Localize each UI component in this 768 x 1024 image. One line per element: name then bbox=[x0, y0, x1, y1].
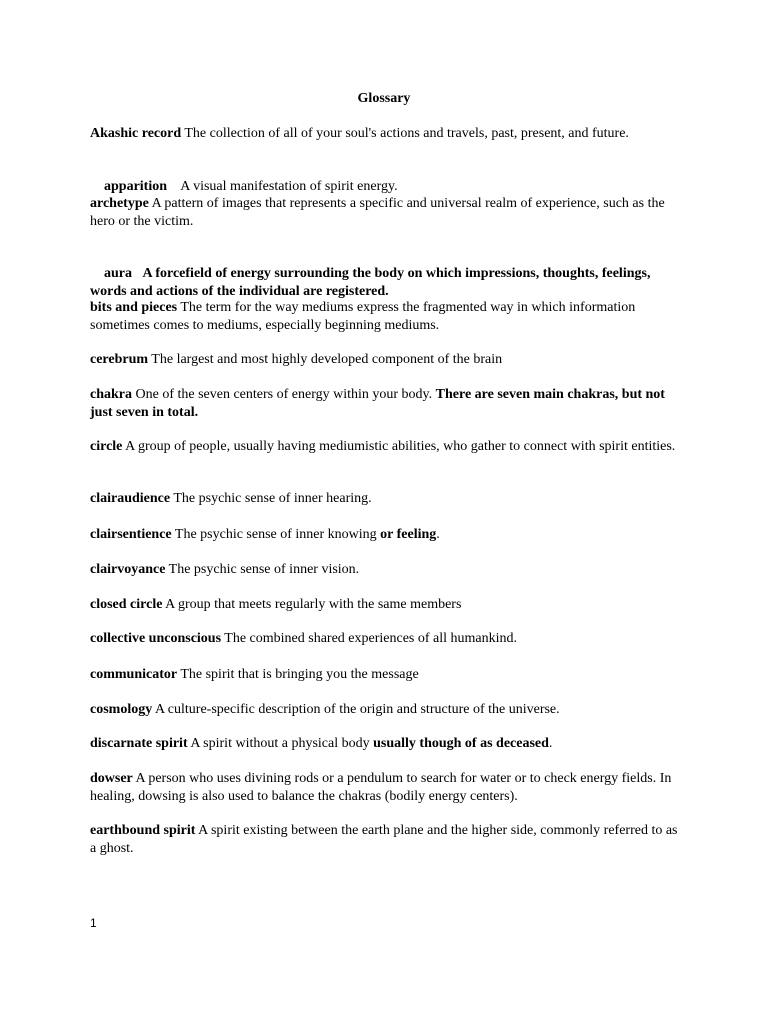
entry-term: clairvoyance bbox=[90, 562, 166, 577]
entry-definition-end: . bbox=[548, 736, 553, 751]
glossary-entry-cerebrum bbox=[90, 351, 680, 369]
entry-definition: A spirit existing between the earth plane and the higher side, commonly referred to as a ghost. bbox=[90, 823, 678, 856]
entry-definition-bold: A forcefield of energy surrounding the body on which impressions, thoughts, feelings, words and actions of the individual are registered. bbox=[90, 266, 654, 299]
entry-term: bits and pieces bbox=[90, 300, 178, 315]
entry-term: cosmology bbox=[90, 702, 153, 717]
entry-definition: A group of people, usually having mediumistic abilities, who gather to connect with spirit entities. bbox=[122, 439, 676, 454]
glossary-entry-akashic-record bbox=[90, 125, 680, 143]
entry-definition: The spirit that is bringing you the message bbox=[177, 667, 419, 682]
glossary-entry-bits-and-pieces bbox=[90, 299, 680, 335]
entry-term: Akashic record bbox=[90, 126, 182, 141]
entry-definition: A spirit without a physical body bbox=[187, 736, 374, 751]
entry-definition bbox=[132, 266, 143, 281]
entry-term: circle bbox=[90, 439, 123, 454]
entry-definition: A person who uses divining rods or a pendulum to search for water or to check energy fields. In healing, dowsing is also used to balance the chakras (bodily energy centers). bbox=[90, 771, 672, 804]
glossary-entry-circle bbox=[90, 438, 680, 456]
glossary-entry-dowser bbox=[90, 770, 680, 806]
entry-definition: A culture-specific description of the origin and structure of the universe. bbox=[152, 702, 560, 717]
glossary-entry-communicator bbox=[90, 666, 680, 684]
entry-term: cerebrum bbox=[90, 352, 149, 367]
entry-definition-bold: usually though of as deceased bbox=[373, 736, 549, 751]
entry-definition: The term for the way mediums express the fragmented way in which information sometimes comes to mediums, especially beginning mediums. bbox=[90, 300, 636, 333]
entry-definition: The psychic sense of inner knowing bbox=[171, 527, 381, 542]
entry-term: earthbound spirit bbox=[90, 823, 196, 838]
glossary-entry-closed-circle bbox=[90, 596, 680, 614]
glossary-entry-clairsentience bbox=[90, 526, 680, 544]
entry-term: closed circle bbox=[90, 597, 163, 612]
entry-definition-end: . bbox=[436, 527, 440, 542]
entry-definition: A group that meets regularly with the same members bbox=[162, 597, 462, 612]
entry-definition: The psychic sense of inner vision. bbox=[165, 562, 360, 577]
entry-term: chakra bbox=[90, 387, 132, 402]
glossary-entry-archetype bbox=[90, 195, 680, 231]
glossary-entry-cosmology bbox=[90, 701, 680, 719]
entry-definition: The psychic sense of inner hearing. bbox=[170, 491, 372, 506]
entry-term: clairsentience bbox=[90, 527, 172, 542]
glossary-entry-chakra bbox=[90, 386, 680, 422]
entry-term: archetype bbox=[90, 196, 149, 211]
entry-term: aura bbox=[104, 266, 132, 281]
glossary-entry-clairvoyance bbox=[90, 561, 680, 579]
page-number: 1 bbox=[90, 916, 97, 930]
entry-term: collective unconscious bbox=[90, 631, 222, 646]
entry-term: apparition bbox=[104, 179, 168, 194]
entry-term: discarnate spirit bbox=[90, 736, 188, 751]
entry-term: dowser bbox=[90, 771, 133, 786]
glossary-entry-earthbound-spirit bbox=[90, 822, 680, 858]
entry-term: clairaudience bbox=[90, 491, 171, 506]
glossary-entry-collective-unconscious bbox=[90, 630, 680, 648]
entry-definition: One of the seven centers of energy within your body. bbox=[132, 387, 436, 402]
entry-definition-bold: There are seven main chakras, but not just seven in total. bbox=[90, 387, 665, 420]
page-title: Glossary bbox=[357, 91, 411, 106]
entry-definition: The collection of all of your soul's actions and travels, past, present, and future. bbox=[181, 126, 629, 141]
entry-definition-bold: or feeling bbox=[380, 527, 437, 542]
entry-definition: The combined shared experiences of all humankind. bbox=[221, 631, 518, 646]
glossary-entry-discarnate-spirit bbox=[90, 735, 680, 753]
entry-term: communicator bbox=[90, 667, 178, 682]
entry-definition: A visual manifestation of spirit energy. bbox=[167, 179, 398, 194]
entry-definition: A pattern of images that represents a specific and universal realm of experience, such as the hero or the victim. bbox=[90, 196, 665, 229]
entry-definition: The largest and most highly developed component of the brain bbox=[148, 352, 503, 367]
glossary-entry-clairaudience bbox=[90, 490, 680, 508]
